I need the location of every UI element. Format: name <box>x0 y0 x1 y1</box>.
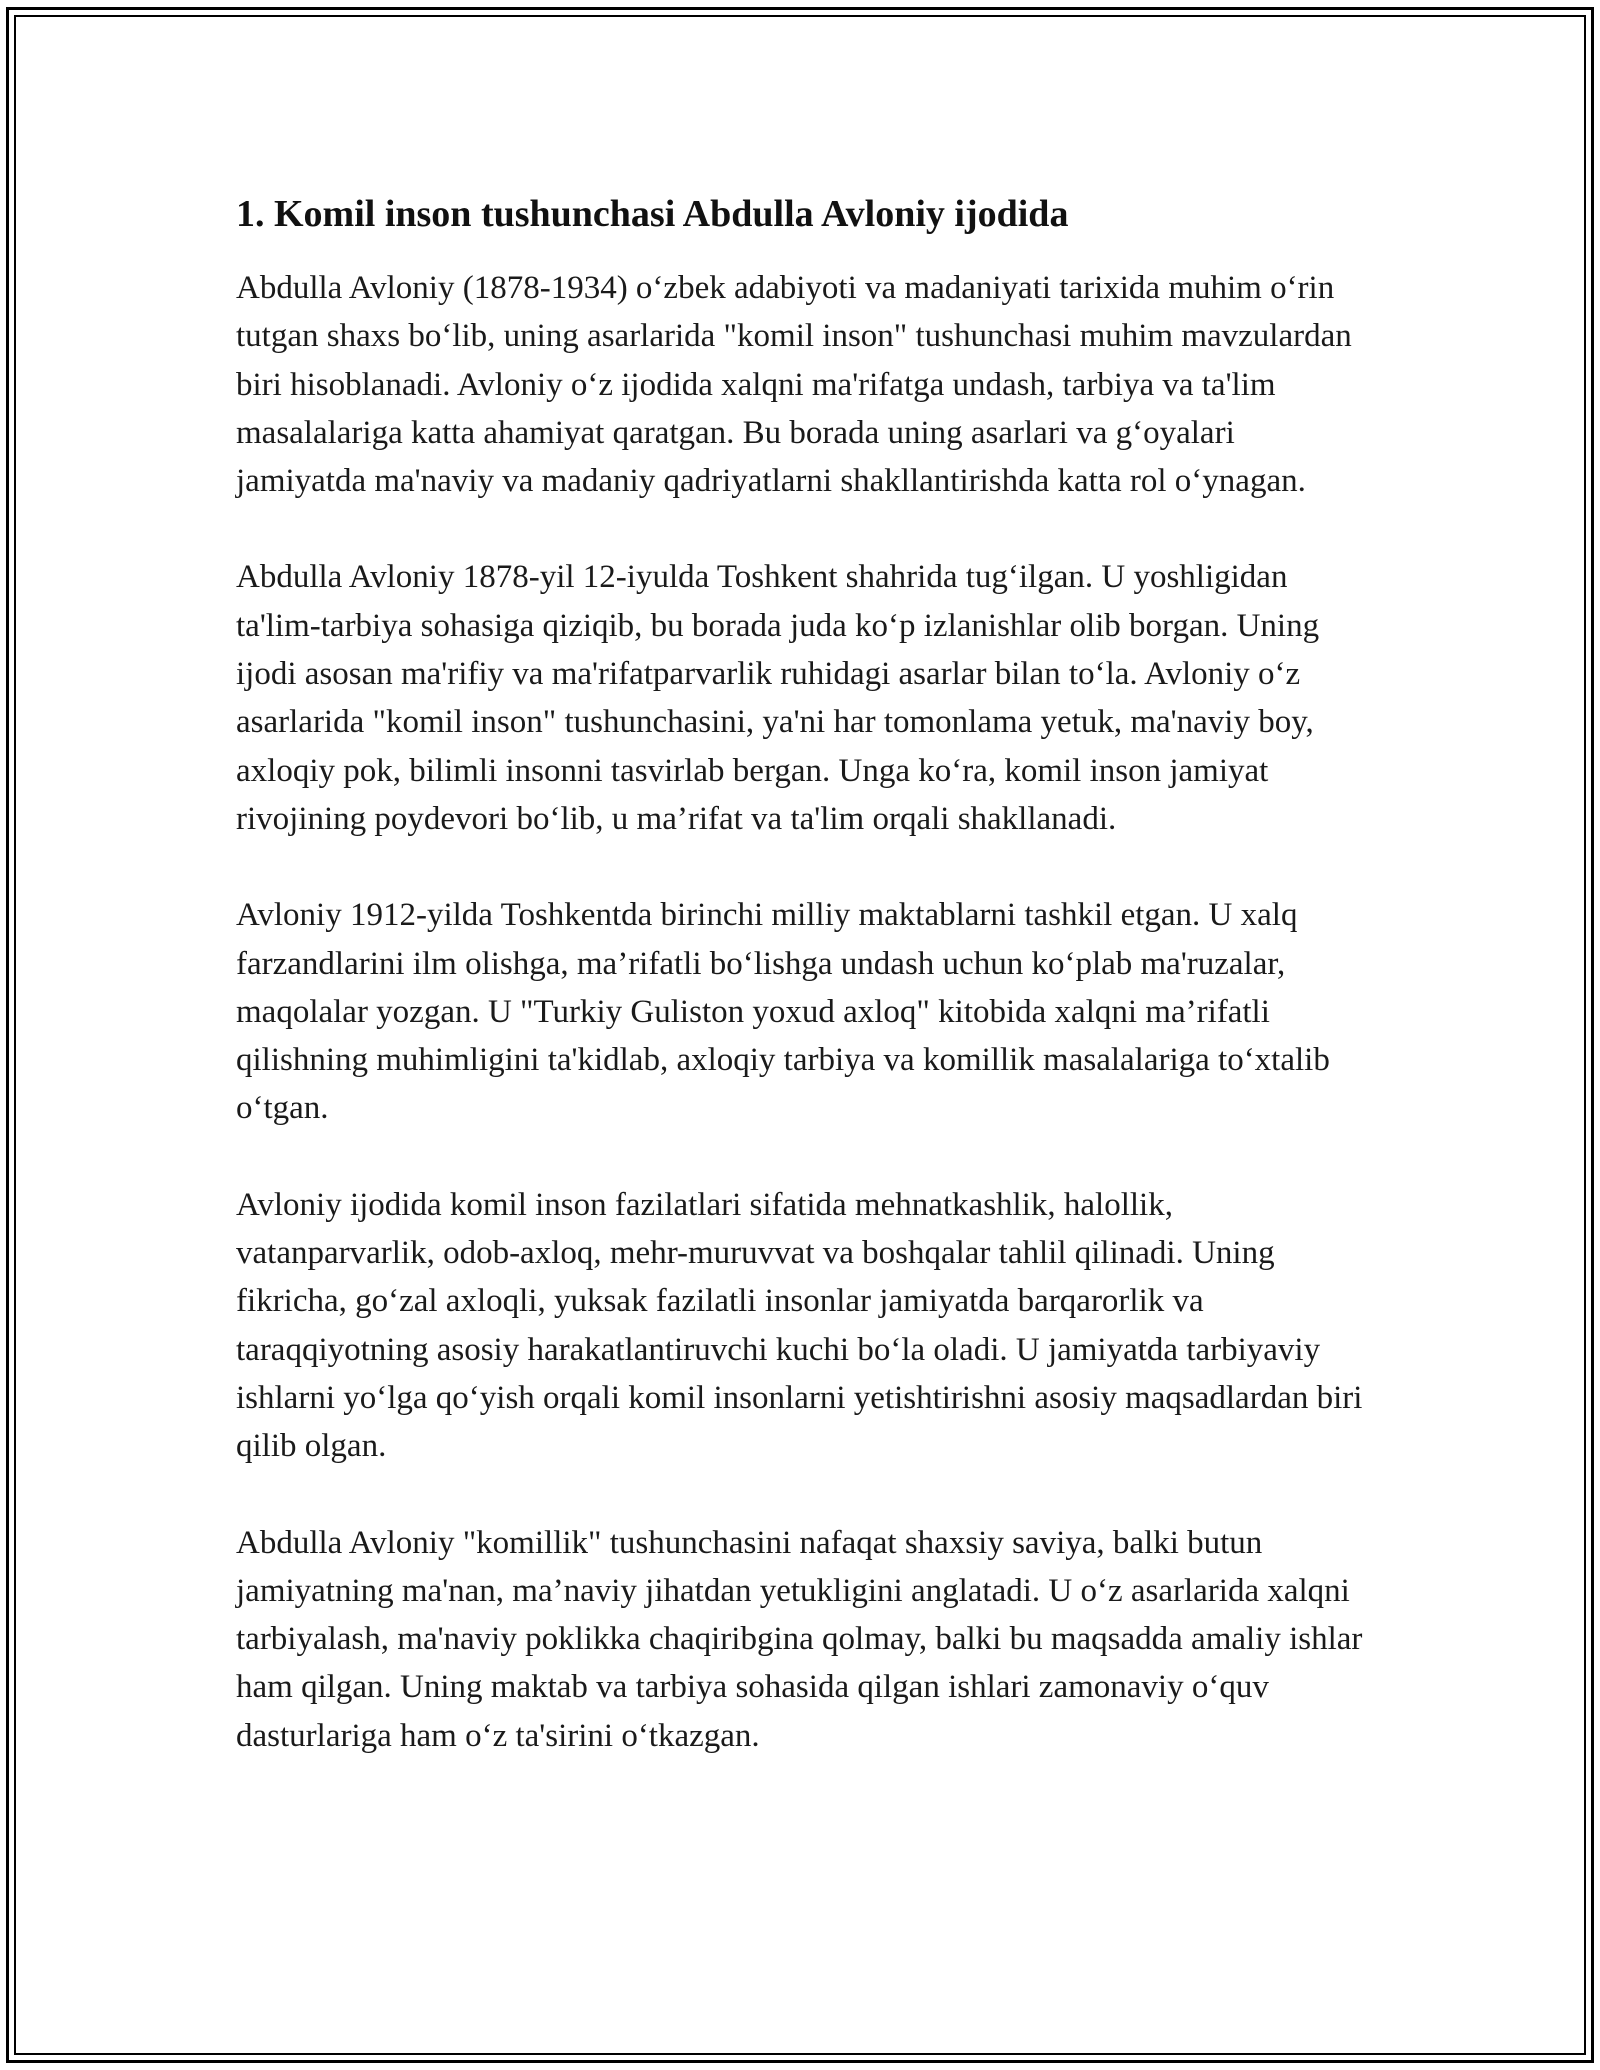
paragraph-1: Abdulla Avloniy (1878-1934) o‘zbek adabiyoti va madaniyati tarixida muhim o‘rin tutgan shaxs bo‘lib, uning asarlarida "komil inson" tushunchasi muhim mavzulardan biri hisoblanadi. Avloniy o‘z ijodida xalqni ma'rifatga undash, tarbiya va ta'lim masalalariga katta ahamiyat qaratgan. Bu borada uning asarlari va g‘oyalari jamiyatda ma'naviy va madaniy qadriyatlarni shakllantirishda katta rol o‘ynagan. <box>236 270 1352 500</box>
section-heading: 1. Komil inson tushunchasi Abdulla Avloniy ijodida <box>236 193 1069 235</box>
paragraph-5: Abdulla Avloniy "komillik" tushunchasini nafaqat shaxsiy saviya, balki butun jamiyatning ma'nan, ma’naviy jihatdan yetukligini anglatadi. U o‘z asarlarida xalqni tarbiyalash, ma'naviy poklikka chaqiribgina qolmay, balki bu maqsadda amaliy ishlar ham qilgan. Uning maktab va tarbiya sohasida qilgan ishlari zamonaviy o‘quv dasturlariga ham o‘z ta'sirini o‘tkazgan. <box>236 1524 1363 1754</box>
paragraph-2: Abdulla Avloniy 1878-yil 12-iyulda Toshkent shahrida tug‘ilgan. U yoshligidan ta'lim-tarbiya sohasiga qiziqib, bu borada juda ko‘p izlanishlar olib borgan. Uning ijodi asosan ma'rifiy va ma'rifatparvarlik ruhidagi asarlar bilan to‘la. Avloniy o‘z asarlarida "komil inson" tushunchasini, ya'ni har tomonlama yetuk, ma'naviy boy, axloqiy pok, bilimli insonni tasvirlab bergan. Unga ko‘ra, komil inson jamiyat rivojining poydevori bo‘lib, u ma’rifat va ta'lim orqali shakllanadi. <box>236 559 1320 837</box>
document-body <box>236 186 1366 1808</box>
paragraph-4: Avloniy ijodida komil inson fazilatlari sifatida mehnatkashlik, halollik, vatanparvarlik, odob-axloq, mehr-muruvvat va boshqalar tahlil qilinadi. Uning fikricha, go‘zal axloqli, yuksak fazilatli insonlar jamiyatda barqarorlik va taraqqiyotning asosiy harakatlantiruvchi kuchi bo‘la oladi. U jamiyatda tarbiyaviy ishlarni yo‘lga qo‘yish orqali komil insonlarni yetishtirishni asosiy maqsadlardan biri qilib olgan. <box>236 1186 1363 1465</box>
paragraph-3: Avloniy 1912-yilda Toshkentda birinchi milliy maktablarni tashkil etgan. U xalq farzandlarini ilm olishga, ma’rifatli bo‘lishga undash uchun ko‘plab ma'ruzalar, maqolalar yozgan. U "Turkiy Guliston yoxud axloq" kitobida xalqni ma’rifatli qilishning muhimligini ta'kidlab, axloqiy tarbiya va komillik masalalariga to‘xtalib o‘tgan. <box>236 897 1330 1127</box>
